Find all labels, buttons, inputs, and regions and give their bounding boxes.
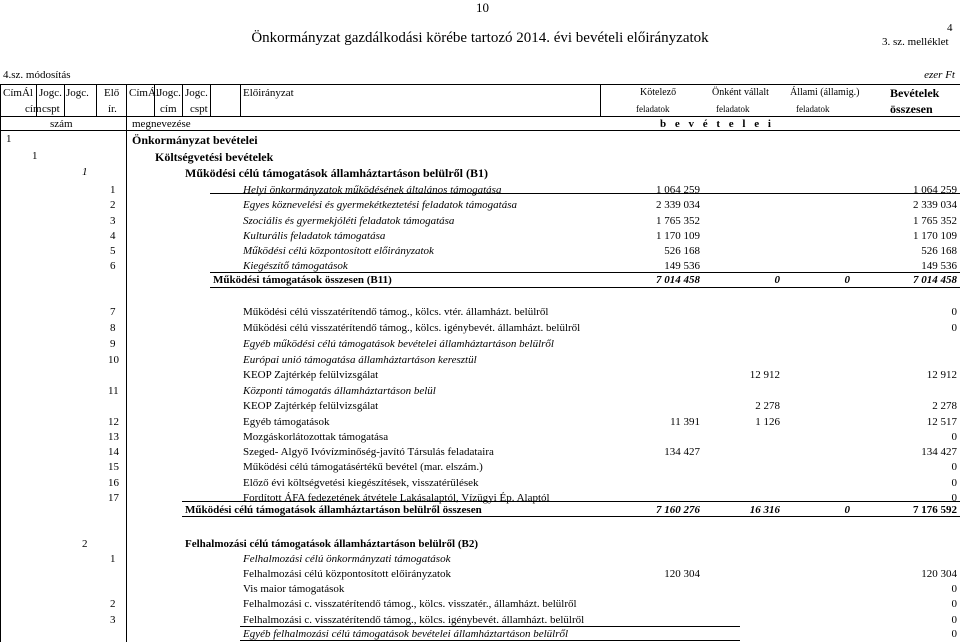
row-label: Felhalmozási célú önkormányzati támogatások <box>243 553 451 565</box>
table-row <box>0 598 960 613</box>
hdr-bevetelek: Bevételek <box>890 86 940 100</box>
row-number: 17 <box>108 492 119 504</box>
grid-vline <box>0 84 1 130</box>
row-label: Előző évi költségvetési kiegészítések, visszatérülések <box>243 477 479 489</box>
table-row <box>0 369 960 384</box>
table-row <box>0 477 960 492</box>
row-number: 9 <box>110 338 116 350</box>
row-separator <box>240 626 740 627</box>
cell-tot: 1 170 109 <box>913 230 957 242</box>
table-row <box>0 553 960 568</box>
row-number: 1 <box>32 150 38 162</box>
row-number: 13 <box>108 431 119 443</box>
table-row <box>0 461 960 476</box>
row-number: 11 <box>108 385 119 397</box>
cell-kot: 2 339 034 <box>656 199 700 211</box>
row-number: 2 <box>110 199 116 211</box>
hdr-megnevezese: megnevezése <box>132 118 191 130</box>
hdr-kot-feladatok: feladatok <box>636 104 670 114</box>
cell-kot: 149 536 <box>664 260 700 272</box>
hdr-osszesen: összesen <box>890 102 933 116</box>
hdr-jogc3: Jogc. <box>158 87 181 99</box>
cell-tot: 0 <box>951 306 957 318</box>
header-bottom-line <box>0 130 960 131</box>
table-row <box>0 215 960 230</box>
modification-label: 4.sz. módosítás <box>3 69 71 81</box>
cell-tot: 120 304 <box>921 568 957 580</box>
row-number: 2 <box>110 598 116 610</box>
cell-kot: 1 170 109 <box>656 230 700 242</box>
cell-all: 0 <box>844 274 850 286</box>
table-row <box>0 338 960 353</box>
table-row <box>0 583 960 598</box>
hdr-kotelezo: Kötelező <box>640 87 677 98</box>
table-row <box>0 431 960 446</box>
row-number: 12 <box>108 416 119 428</box>
cell-tot: 526 168 <box>921 245 957 257</box>
row-separator <box>210 193 960 194</box>
hdr-cspt2: cspt <box>190 103 208 115</box>
cell-tot: 12 517 <box>926 416 957 428</box>
table-row <box>0 166 960 181</box>
cell-tot: 0 <box>951 598 957 610</box>
row-number: 14 <box>108 446 119 458</box>
hdr-jogc1: Jogc. <box>39 87 62 99</box>
cell-kot: 7 014 458 <box>656 274 700 286</box>
row-separator <box>240 640 740 641</box>
grid-vline <box>182 84 183 116</box>
row-number: 5 <box>110 245 116 257</box>
cell-tot: 0 <box>951 461 957 473</box>
row-label: Egyéb működési célú támogatások bevételei államháztartáson belülről <box>243 338 554 350</box>
table-row <box>0 538 960 553</box>
cell-onk: 12 912 <box>749 369 780 381</box>
hdr-all-feladatok: feladatok <box>796 104 830 114</box>
cell-tot: 0 <box>951 614 957 626</box>
row-label: Szociális és gyermekjóléti feladatok támogatása <box>243 215 455 227</box>
row-label: KEOP Zajtérkép felülvizsgálat <box>243 369 379 381</box>
grid-vline <box>210 84 211 116</box>
hdr-eloiranyzat: Előirányzat <box>243 87 294 99</box>
row-label: Helyi önkormányzatok működésének általános támogatása <box>243 184 502 196</box>
cell-all: 0 <box>844 504 850 516</box>
row-label: Szeged- Algyő Ivóvízminőség-javító Társulás feladataira <box>243 446 494 458</box>
table-row <box>0 354 960 369</box>
row-label: Működési célú támogatások államháztartáson belülről összesen <box>185 504 482 516</box>
row-label: Felhalmozási célú támogatások államháztartáson belülről (B2) <box>185 538 479 550</box>
cell-tot: 1 765 352 <box>913 215 957 227</box>
hdr-cim: cím <box>25 103 42 115</box>
hdr-cimal: CímÁl <box>3 87 33 99</box>
table-row <box>0 150 960 165</box>
row-label: Központi támogatás államháztartáson belül <box>243 385 436 397</box>
table-row <box>0 416 960 431</box>
row-number: 1 <box>110 553 116 565</box>
row-number: 6 <box>110 260 116 272</box>
hdr-jogc4: Jogc. <box>185 87 208 99</box>
row-label: Működési célú támogatások államháztartáson belülről (B1) <box>185 166 488 180</box>
hdr-elo: Elő <box>104 87 120 99</box>
header-top-line <box>0 84 960 85</box>
row-label: KEOP Zajtérkép felülvizsgálat <box>243 400 379 412</box>
hdr-cim2: cím <box>160 103 177 115</box>
cell-tot: 0 <box>951 583 957 595</box>
table-row <box>0 400 960 415</box>
cell-kot: 1 765 352 <box>656 215 700 227</box>
page-title: Önkormányzat gazdálkodási körébe tartozó 2014. évi bevételi előirányzatok <box>251 30 709 46</box>
cell-kot: 1 064 259 <box>656 184 700 196</box>
cell-tot: 0 <box>951 628 957 640</box>
corner-number: 4 <box>947 22 953 34</box>
cell-tot: 7 014 458 <box>913 274 957 286</box>
cell-tot: 0 <box>951 477 957 489</box>
row-number: 2 <box>82 538 88 550</box>
row-label: Vis maior támogatások <box>243 583 345 595</box>
hdr-szam: szám <box>50 118 73 130</box>
row-separator <box>182 501 960 502</box>
row-label: Költségvetési bevételek <box>155 150 274 164</box>
row-label: Európai unió támogatása államháztartáson keresztül <box>243 354 477 366</box>
cell-kot: 7 160 276 <box>656 504 700 516</box>
cell-tot: 149 536 <box>921 260 957 272</box>
unit-label: ezer Ft <box>924 69 955 81</box>
table-row <box>0 245 960 260</box>
row-label: Felhalmozási célú központosított előirányzatok <box>243 568 452 580</box>
row-number: 4 <box>110 230 116 242</box>
hdr-onkent: Önként vállalt <box>712 87 769 98</box>
page-number: 10 <box>476 0 489 15</box>
table-row <box>0 133 960 148</box>
cell-kot: 526 168 <box>664 245 700 257</box>
row-label: Működési célú visszatérítendő támog., kölcs. igénybevét. államházt. belülről <box>243 322 581 334</box>
table-row <box>0 306 960 321</box>
row-label: Kulturális feladatok támogatása <box>243 230 386 242</box>
cell-onk: 1 126 <box>755 416 780 428</box>
table-row <box>0 230 960 245</box>
attachment-label: 3. sz. melléklet <box>882 36 949 48</box>
cell-onk: 2 278 <box>755 400 780 412</box>
cell-tot: 134 427 <box>921 446 957 458</box>
row-label: Működési célú támogatásértékű bevétel (mar. elszám.) <box>243 461 483 473</box>
row-label: Működési támogatások összesen (B11) <box>213 274 392 286</box>
row-label: Önkormányzat bevételei <box>132 133 258 147</box>
table-row <box>0 385 960 400</box>
row-number: 1 <box>110 184 116 196</box>
cell-onk: 16 316 <box>749 504 780 516</box>
hdr-ir: ír. <box>108 103 117 115</box>
header-mid-line <box>0 116 960 117</box>
row-number: 10 <box>108 354 119 366</box>
grid-vline <box>600 84 601 116</box>
cell-onk: 0 <box>774 274 780 286</box>
row-separator <box>182 516 960 517</box>
row-label: Fordított ÁFA fedezetének átvétele Lakásalaptól, Vízügyi Ép. Alaptól <box>243 492 550 504</box>
cell-tot: 7 176 592 <box>913 504 957 516</box>
table-row <box>0 322 960 337</box>
cell-kot: 11 391 <box>670 416 700 428</box>
row-number: 15 <box>108 461 119 473</box>
row-label: Felhalmozási c. visszatérítendő támog., kölcs. igénybevét. államházt. belülről <box>243 614 585 626</box>
row-number: 8 <box>110 322 116 334</box>
cell-tot: 12 912 <box>926 369 957 381</box>
row-label: Egyéb felhalmozási célú támogatások bevételei államháztartáson belülről <box>243 628 569 640</box>
cell-kot: 134 427 <box>664 446 700 458</box>
cell-tot: 0 <box>951 322 957 334</box>
hdr-onk-feladatok: feladatok <box>716 104 750 114</box>
row-label: Működési célú központosított előirányzatok <box>243 245 434 257</box>
cell-tot: 0 <box>951 492 957 504</box>
hdr-bevetelei: b e v é t e l e i <box>660 118 774 130</box>
row-number: 3 <box>110 215 116 227</box>
row-number: 1 <box>82 166 88 178</box>
grid-vline <box>126 84 127 130</box>
cell-tot: 0 <box>951 431 957 443</box>
row-label: Kiegészítő támogatások <box>243 260 348 272</box>
table-row <box>0 446 960 461</box>
row-number: 3 <box>110 614 116 626</box>
hdr-allami: Állami (államig.) <box>790 87 860 98</box>
row-separator <box>210 287 960 288</box>
row-label: Egyéb támogatások <box>243 416 330 428</box>
row-label: Egyes köznevelési és gyermekétkeztetési feladatok támogatása <box>243 199 517 211</box>
table-row <box>0 184 960 199</box>
cell-tot: 1 064 259 <box>913 184 957 196</box>
grid-vline <box>64 84 65 116</box>
row-number: 7 <box>110 306 116 318</box>
cell-tot: 2 278 <box>932 400 957 412</box>
row-label: Mozgáskorlátozottak támogatása <box>243 431 389 443</box>
row-number: 1 <box>6 133 12 145</box>
grid-vline <box>96 84 97 116</box>
hdr-jogc2: Jogc. <box>66 87 89 99</box>
cell-kot: 120 304 <box>664 568 700 580</box>
hdr-cimal2: CímÁl <box>129 87 159 99</box>
cell-tot: 2 339 034 <box>913 199 957 211</box>
hdr-cspt: cspt <box>42 103 60 115</box>
table-row <box>0 199 960 214</box>
row-separator <box>210 272 960 273</box>
grid-vline <box>240 84 241 116</box>
row-label: Felhalmozási c. visszatérítendő támog., kölcs. visszatér., államházt. belülről <box>243 598 577 610</box>
row-number: 16 <box>108 477 119 489</box>
row-label: Működési célú visszatérítendő támog., kölcs. vtér. államházt. belülről <box>243 306 549 318</box>
table-row <box>0 568 960 583</box>
